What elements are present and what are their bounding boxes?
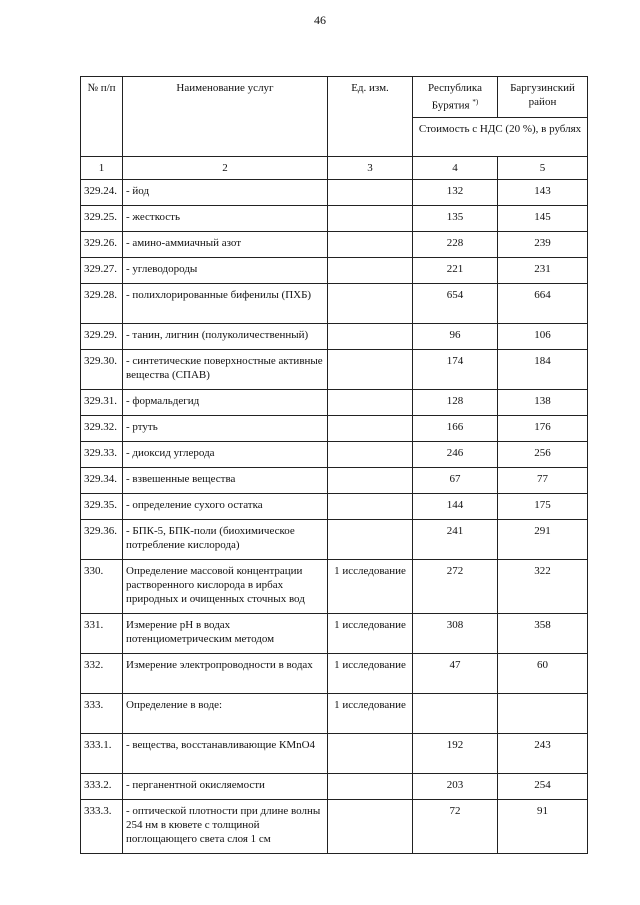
row-price-republic: 241 [413,519,498,559]
row-service-name: - диоксид углерода [123,441,328,467]
row-unit [328,733,413,773]
row-number: 329.32. [81,415,123,441]
row-price-barguzin: 138 [498,389,588,415]
row-number: 329.36. [81,519,123,559]
row-unit [328,799,413,853]
row-unit [328,493,413,519]
row-price-republic: 228 [413,231,498,257]
row-service-name: - синтетические поверхностные активные вещества (СПАВ) [123,349,328,389]
row-unit: 1 исследование [328,559,413,613]
row-price-republic: 174 [413,349,498,389]
row-price-barguzin [498,693,588,733]
table-row [81,257,588,283]
table-row [81,441,588,467]
row-unit [328,519,413,559]
row-service-name: - оптической плотности при длине волны 254 нм в кювете с толщиной поглощающего света слоя 1 см [123,799,328,853]
row-price-republic: 135 [413,205,498,231]
row-number: 329.25. [81,205,123,231]
row-service-name: - полихлорированные бифенилы (ПХБ) [123,283,328,323]
page-number: 46 [314,13,326,27]
row-price-republic: 166 [413,415,498,441]
row-service-name: - определение сухого остатка [123,493,328,519]
row-service-name: - взвешенные вещества [123,467,328,493]
row-number: 333.3. [81,799,123,853]
table-row [81,467,588,493]
header-number: № п/п [81,77,123,157]
row-service-name: - углеводороды [123,257,328,283]
row-price-republic: 128 [413,389,498,415]
row-number: 329.29. [81,323,123,349]
row-service-name: Измерение электропроводности в водах [123,653,328,693]
row-unit [328,349,413,389]
row-unit [328,467,413,493]
row-price-barguzin: 184 [498,349,588,389]
row-number: 333.2. [81,773,123,799]
row-number: 329.30. [81,349,123,389]
row-service-name: Измерение рН в водах потенциометрическим методом [123,613,328,653]
row-service-name: - вещества, восстанавливающие КМnО4 [123,733,328,773]
row-unit [328,231,413,257]
column-index: 4 [413,156,498,179]
row-price-republic: 308 [413,613,498,653]
row-number: 333. [81,693,123,733]
table-row [81,205,588,231]
row-unit [328,441,413,467]
row-price-barguzin: 91 [498,799,588,853]
row-price-barguzin: 664 [498,283,588,323]
column-index: 5 [498,156,588,179]
header-unit: Ед. изм. [328,77,413,157]
row-number: 329.35. [81,493,123,519]
row-service-name: - перганентной окисляемости [123,773,328,799]
row-number: 329.31. [81,389,123,415]
row-price-republic: 654 [413,283,498,323]
row-service-name: - амино-аммиачный азот [123,231,328,257]
row-price-barguzin: 239 [498,231,588,257]
row-price-barguzin: 254 [498,773,588,799]
price-table [80,76,588,854]
table-row [81,733,588,773]
row-unit [328,323,413,349]
row-number: 333.1. [81,733,123,773]
row-number: 330. [81,559,123,613]
row-price-barguzin: 106 [498,323,588,349]
table-row [81,283,588,323]
row-unit [328,179,413,205]
row-service-name: - ртуть [123,415,328,441]
row-unit [328,773,413,799]
row-price-republic: 67 [413,467,498,493]
row-number: 332. [81,653,123,693]
row-number: 331. [81,613,123,653]
column-index-row [81,156,588,179]
row-number: 329.28. [81,283,123,323]
row-price-barguzin: 143 [498,179,588,205]
row-price-republic: 47 [413,653,498,693]
row-price-barguzin: 256 [498,441,588,467]
row-price-republic [413,693,498,733]
row-number: 329.34. [81,467,123,493]
row-service-name: - БПК-5, БПК-поли (биохимическое потребление кислорода) [123,519,328,559]
table-row [81,613,588,653]
header-barguzin-district: Баргузинский район [498,77,588,118]
table-row [81,519,588,559]
row-price-barguzin: 60 [498,653,588,693]
row-price-barguzin: 175 [498,493,588,519]
table-row [81,349,588,389]
header-cost-with-vat: Стоимость с НДС (20 %), в рублях [413,117,588,156]
row-price-republic: 72 [413,799,498,853]
row-unit [328,205,413,231]
row-price-barguzin: 145 [498,205,588,231]
row-unit: 1 исследование [328,613,413,653]
row-price-republic: 132 [413,179,498,205]
row-unit [328,283,413,323]
table-row [81,653,588,693]
row-price-republic: 272 [413,559,498,613]
table-row [81,231,588,257]
row-number: 329.26. [81,231,123,257]
column-index: 1 [81,156,123,179]
row-unit [328,389,413,415]
table-row [81,693,588,733]
header-republic-buryatia-label: Республика Бурятия [427,82,482,112]
header-footnote-mark: *) [472,98,479,106]
row-price-republic: 96 [413,323,498,349]
table-row [81,799,588,853]
header-row [81,77,588,118]
table-row [81,559,588,613]
row-price-barguzin: 358 [498,613,588,653]
row-price-barguzin: 231 [498,257,588,283]
row-price-barguzin: 243 [498,733,588,773]
table-row [81,179,588,205]
row-price-republic: 221 [413,257,498,283]
row-price-republic: 144 [413,493,498,519]
table-row [81,323,588,349]
row-service-name: - танин, лигнин (полуколичественный) [123,323,328,349]
row-price-barguzin: 322 [498,559,588,613]
table-row [81,415,588,441]
column-index: 3 [328,156,413,179]
row-number: 329.27. [81,257,123,283]
row-unit: 1 исследование [328,653,413,693]
row-price-barguzin: 77 [498,467,588,493]
table-row [81,389,588,415]
row-service-name: - формальдегид [123,389,328,415]
row-number: 329.24. [81,179,123,205]
row-service-name: - жесткость [123,205,328,231]
row-price-republic: 246 [413,441,498,467]
row-service-name: Определение массовой концентрации растворенного кислорода в ирбах природных и очищенных сточных вод [123,559,328,613]
row-service-name: Определение в воде: [123,693,328,733]
header-service-name: Наименование услуг [123,77,328,157]
row-unit [328,415,413,441]
column-index: 2 [123,156,328,179]
table-row [81,493,588,519]
row-price-republic: 192 [413,733,498,773]
table-row [81,773,588,799]
row-price-barguzin: 291 [498,519,588,559]
row-unit [328,257,413,283]
row-price-barguzin: 176 [498,415,588,441]
row-unit: 1 исследование [328,693,413,733]
header-republic-buryatia [413,77,498,118]
row-price-republic: 203 [413,773,498,799]
row-service-name: - йод [123,179,328,205]
row-number: 329.33. [81,441,123,467]
